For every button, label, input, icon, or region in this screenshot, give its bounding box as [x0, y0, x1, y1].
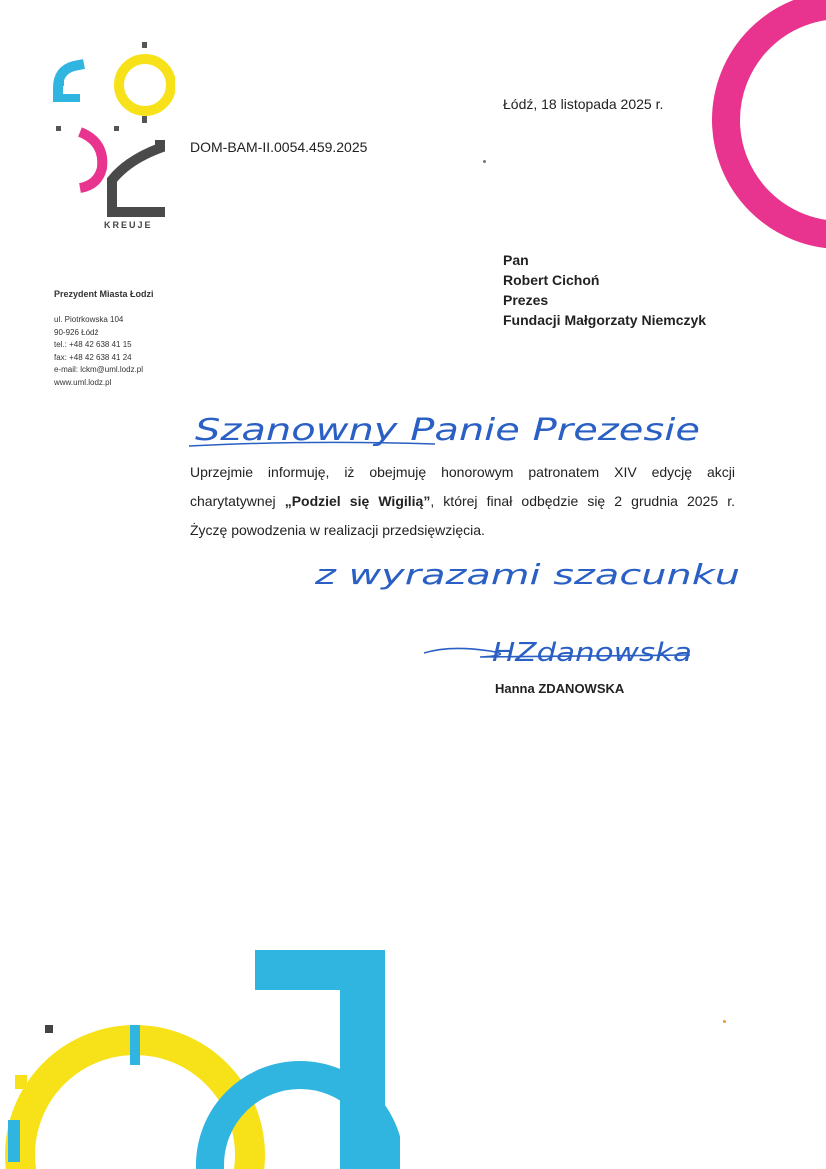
signer-name: Hanna ZDANOWSKA [495, 681, 625, 696]
letter-line2 [190, 487, 735, 516]
sender-contact-block [54, 314, 143, 389]
sender-email: e-mail: lckm@uml.lodz.pl [54, 365, 144, 374]
bottom-dark-dot [45, 1025, 53, 1033]
logo-gray-dot-4 [114, 126, 119, 131]
recipient-line1: Pan [503, 252, 529, 268]
logo-gray-shape [112, 140, 165, 212]
letter-line2-suffix: , której finał odbędzie się 2 grudnia 2025 r. [430, 493, 735, 509]
document-reference: DOM-BAM-II.0054.459.2025 [190, 139, 368, 155]
document-date: Łódź, 18 listopada 2025 r. [503, 96, 664, 112]
recipient-line4: Fundacji Małgorzaty Niemczyk [503, 312, 707, 328]
salutation-text: Szanowny Panie Prezesie [195, 413, 700, 448]
closing-text: z wyrazami szacunku [313, 558, 740, 591]
logo-gray-dot-2 [142, 116, 147, 123]
recipient-block [503, 250, 706, 330]
signature [420, 625, 700, 675]
decorative-pink-arc [706, 0, 826, 280]
sender-phone: tel.: +48 42 638 41 15 [54, 340, 132, 349]
recipient-line3: Prezes [503, 292, 549, 308]
sender-title: Prezydent Miasta Łodzi [54, 289, 154, 299]
letter-line1: Uprzejmie informuję, iż obejmuję honorowym patronatem XIV edycję akcji [190, 464, 735, 480]
signature-text: HZdanowska [492, 638, 692, 668]
logo-gray-dot-1 [142, 42, 147, 48]
sender-fax: fax: +48 42 638 41 24 [54, 352, 132, 362]
sender-website: www.uml.lodz.pl [54, 377, 112, 387]
decorative-dot [723, 1020, 726, 1023]
letter-body [190, 458, 735, 545]
letter-line3: Życzę powodzenia w realizacji przedsięwzięcia. [190, 522, 485, 538]
decorative-dot [483, 160, 486, 163]
logo-magenta-shape [80, 132, 102, 188]
handwritten-closing [310, 548, 750, 598]
handwritten-salutation [185, 400, 705, 455]
logo-tagline: KREUJE [104, 220, 153, 230]
letter-line2-prefix: charytatywnej [190, 493, 285, 509]
bottom-cyan-bar-1 [130, 1025, 140, 1065]
campaign-name: „Podziel się Wigilią” [284, 493, 431, 509]
logo-yellow-ring [119, 59, 171, 111]
recipient-line2: Robert Cichoń [503, 272, 600, 288]
sender-address-line1: ul. Piotrkowska 104 [54, 315, 124, 324]
bottom-yellow-piece [15, 1075, 27, 1089]
logo-gray-dot-3 [56, 126, 61, 131]
lodz-city-logo [50, 40, 175, 235]
decorative-bottom-graphic [0, 950, 400, 1169]
sender-address-line2: 90-926 Łódź [54, 327, 99, 337]
bottom-cyan-bar-2 [8, 1120, 20, 1162]
bottom-cyan-frame [255, 950, 385, 1169]
logo-cyan-dot [58, 80, 64, 86]
